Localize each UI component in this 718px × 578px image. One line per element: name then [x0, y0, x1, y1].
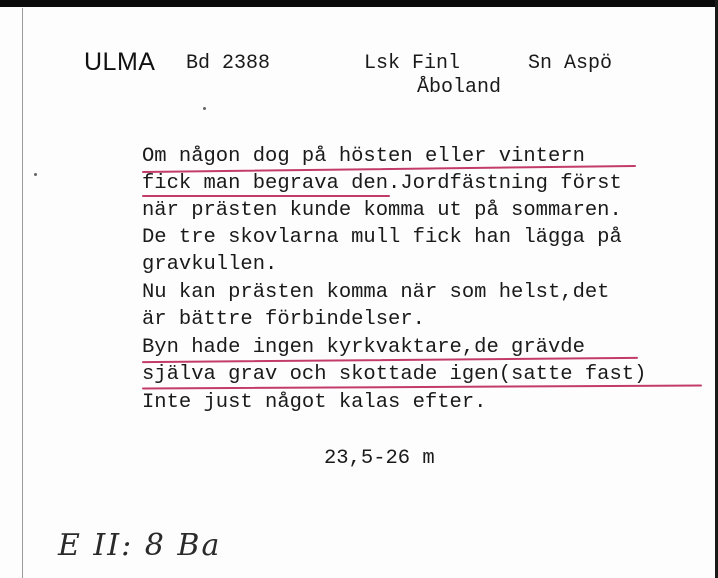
text-line: Inte just något kalas efter. [142, 391, 487, 414]
underline-mark [142, 195, 390, 197]
speck [203, 107, 206, 110]
text-line: gravkullen. [142, 253, 278, 276]
text-line: Om någon dog på hösten eller vintern [142, 145, 585, 168]
parish: Sn Aspö [528, 52, 613, 75]
text-line: själva grav och skottade igen(satte fast) [142, 363, 647, 386]
text-line: är bättre förbindelser. [142, 308, 425, 331]
archive-code: ULMA [84, 48, 156, 76]
text-line: Nu kan prästen komma när som helst,det [142, 281, 610, 304]
card-top-border [0, 0, 718, 7]
region: Lsk Finl [364, 52, 461, 75]
text-line: Byn hade ingen kyrkvaktare,de grävde [142, 336, 585, 359]
margin-rule [22, 8, 23, 578]
text-line: De tre skovlarna mull fick han lägga på [142, 226, 622, 249]
measurement: 23,5-26 m [324, 447, 435, 470]
text-line: fick man begrava den.Jordfästning först [142, 172, 622, 195]
record-id: Bd 2388 [186, 52, 271, 75]
handwritten-signature: E II: 8 Ba [58, 528, 222, 563]
speck [34, 173, 37, 176]
province: Åboland [417, 76, 502, 99]
text-line: när prästen kunde komma ut på sommaren. [142, 199, 622, 222]
